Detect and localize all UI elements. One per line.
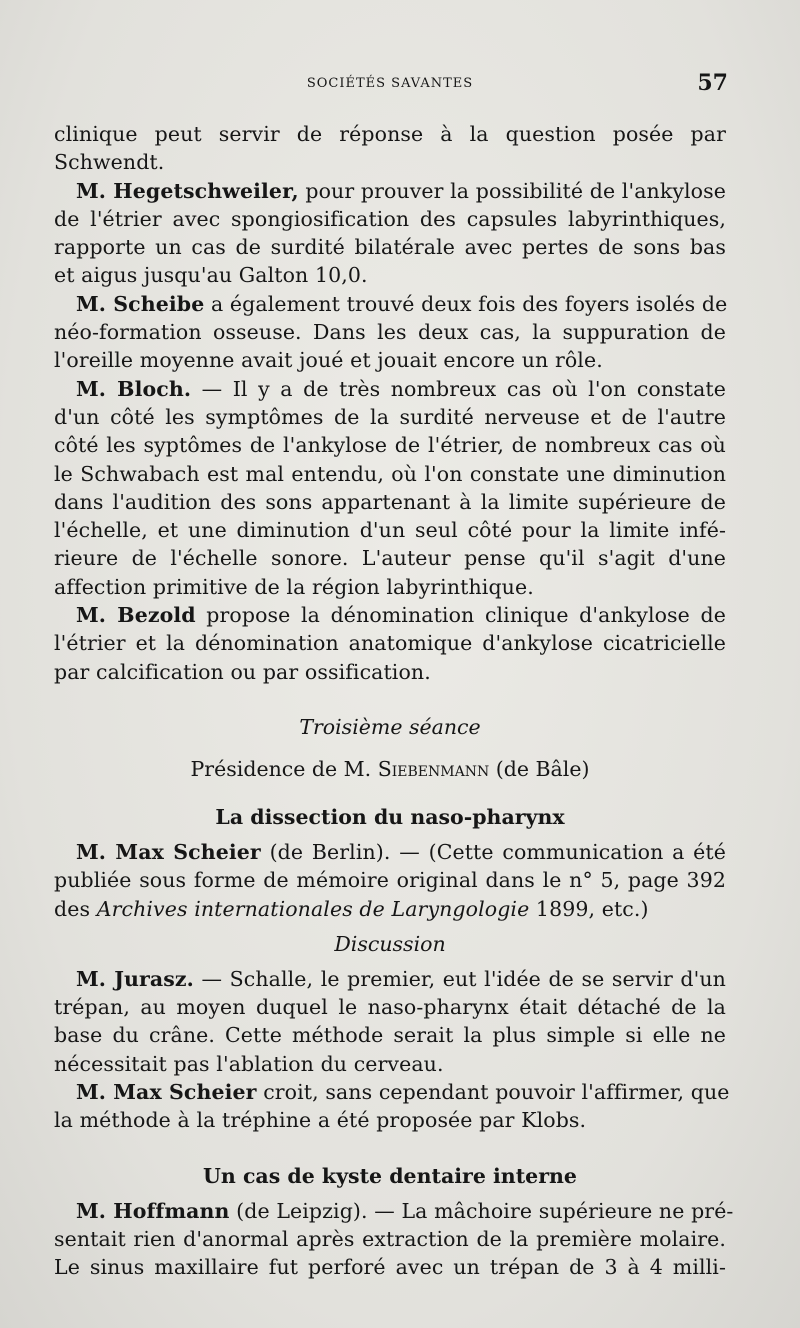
text-fragment: (de Berlin). — (Cette communication a été xyxy=(260,839,726,864)
text-line: clinique peut servir de réponse à la question posée par xyxy=(54,122,726,146)
speaker-name: M. Bloch. xyxy=(76,376,192,401)
page-number: 57 xyxy=(697,70,728,96)
paragraph-first-line xyxy=(54,601,726,629)
text-line: l'échelle, et une diminution d'un seul côté pour la limite infé- xyxy=(54,518,726,543)
running-title: SOCIÉTÉS SAVANTES xyxy=(306,76,474,91)
speaker-name: M. Hegetschweiler, xyxy=(76,178,299,203)
speaker-name: M. Max Scheier xyxy=(76,1080,257,1105)
text-fragment: des xyxy=(54,896,97,921)
running-head xyxy=(54,68,726,102)
paragraph-first-line xyxy=(54,375,726,403)
text-line: l'oreille moyenne avait joué et jouait encore un rôle. xyxy=(54,348,603,373)
paragraph-first-line xyxy=(54,177,726,205)
topic-heading: La dissection du naso-pharynx xyxy=(215,804,565,829)
presidency-line xyxy=(54,748,726,790)
text-fragment: propose la dénomination clinique d'ankylose de xyxy=(195,603,726,628)
presidency-prefix: Présidence de M. xyxy=(190,756,378,781)
text-fragment: a également trouvé deux fois des foyers isolés de xyxy=(204,291,728,316)
paragraph-first-line xyxy=(54,1078,730,1106)
text-line: trépan, au moyen duquel le naso-pharynx était détaché de la xyxy=(54,995,726,1020)
text-line xyxy=(54,895,726,923)
text-fragment: (de Leipzig). — La mâchoire supérieure ne pré- xyxy=(229,1198,734,1223)
journal-title: Archives internationales de Laryngologie xyxy=(96,896,530,921)
paragraph-first-line xyxy=(54,290,726,318)
text-line: le Schwabach est mal entendu, où l'on constate une diminution xyxy=(54,461,726,486)
text-line: dans l'audition des sons appartenant à la limite supérieure de xyxy=(54,489,726,514)
text-line: Le sinus maxillaire fut perforé avec un trépan de 3 à 4 milli- xyxy=(54,1255,726,1280)
text-line: de l'étrier avec spongiosification des capsules labyrinthiques, xyxy=(54,206,726,231)
text-line: la méthode à la tréphine a été proposée par Klobs. xyxy=(54,1108,587,1133)
discussion-heading: Discussion xyxy=(334,931,446,956)
paragraph-first-line xyxy=(54,965,726,993)
text-line: base du crâne. Cette méthode serait la plus simple si elle ne xyxy=(54,1023,726,1048)
text-line: l'étrier et la dénomination anatomique d'ankylose cicatricielle xyxy=(54,631,726,656)
text-fragment: 1899, etc.) xyxy=(529,896,649,921)
text-line: côté les syptômes de l'ankylose de l'étrier, de nombreux cas où xyxy=(54,433,726,458)
text-fragment: croit, sans cependant pouvoir l'affirmer, que xyxy=(256,1080,730,1105)
speaker-name: M. Scheibe xyxy=(76,291,205,316)
text-line: Schwendt. xyxy=(54,150,165,175)
text-fragment: pour prouver la possibilité de l'ankylose xyxy=(298,178,726,203)
text-line: sentait rien d'anormal après extraction de la première molaire. xyxy=(54,1226,726,1251)
text-line: rapporte un cas de surdité bilatérale avec pertes de sons bas xyxy=(54,235,726,260)
paragraph-first-line xyxy=(54,838,726,866)
speaker-name: M. Hoffmann xyxy=(76,1198,230,1223)
text-fragment: — Il y a de très nombreux cas où l'on constate xyxy=(191,376,726,401)
text-line: rieure de l'échelle sonore. L'auteur pense qu'il s'agit d'une xyxy=(54,546,726,571)
session-heading: Troisième séance xyxy=(299,714,481,739)
topic-heading: Un cas de kyste dentaire interne xyxy=(203,1163,577,1188)
text-fragment: — Schalle, le premier, eut l'idée de se servir d'un xyxy=(193,966,726,991)
text-line: nécessitait pas l'ablation du cerveau. xyxy=(54,1051,444,1076)
presidency-suffix: (de Bâle) xyxy=(489,756,590,781)
text-line: affection primitive de la région labyrinthique. xyxy=(54,574,534,599)
speaker-name: M. Max Scheier xyxy=(76,839,261,864)
paragraph-first-line xyxy=(54,1197,734,1225)
text-line: par calcification ou par ossification. xyxy=(54,659,431,684)
text-line: d'un côté les symptômes de la surdité nerveuse et de l'autre xyxy=(54,404,726,429)
text-line: et aigus jusqu'au Galton 10,0. xyxy=(54,263,368,288)
text-line: néo-formation osseuse. Dans les deux cas, la suppuration de xyxy=(54,320,726,345)
speaker-name: M. Bezold xyxy=(76,603,196,628)
president-name: Siebenmann xyxy=(377,756,490,781)
text-line: publiée sous forme de mémoire original dans le n° 5, page 392 xyxy=(54,868,726,893)
speaker-name: M. Jurasz. xyxy=(76,966,194,991)
body-text xyxy=(54,120,734,1282)
